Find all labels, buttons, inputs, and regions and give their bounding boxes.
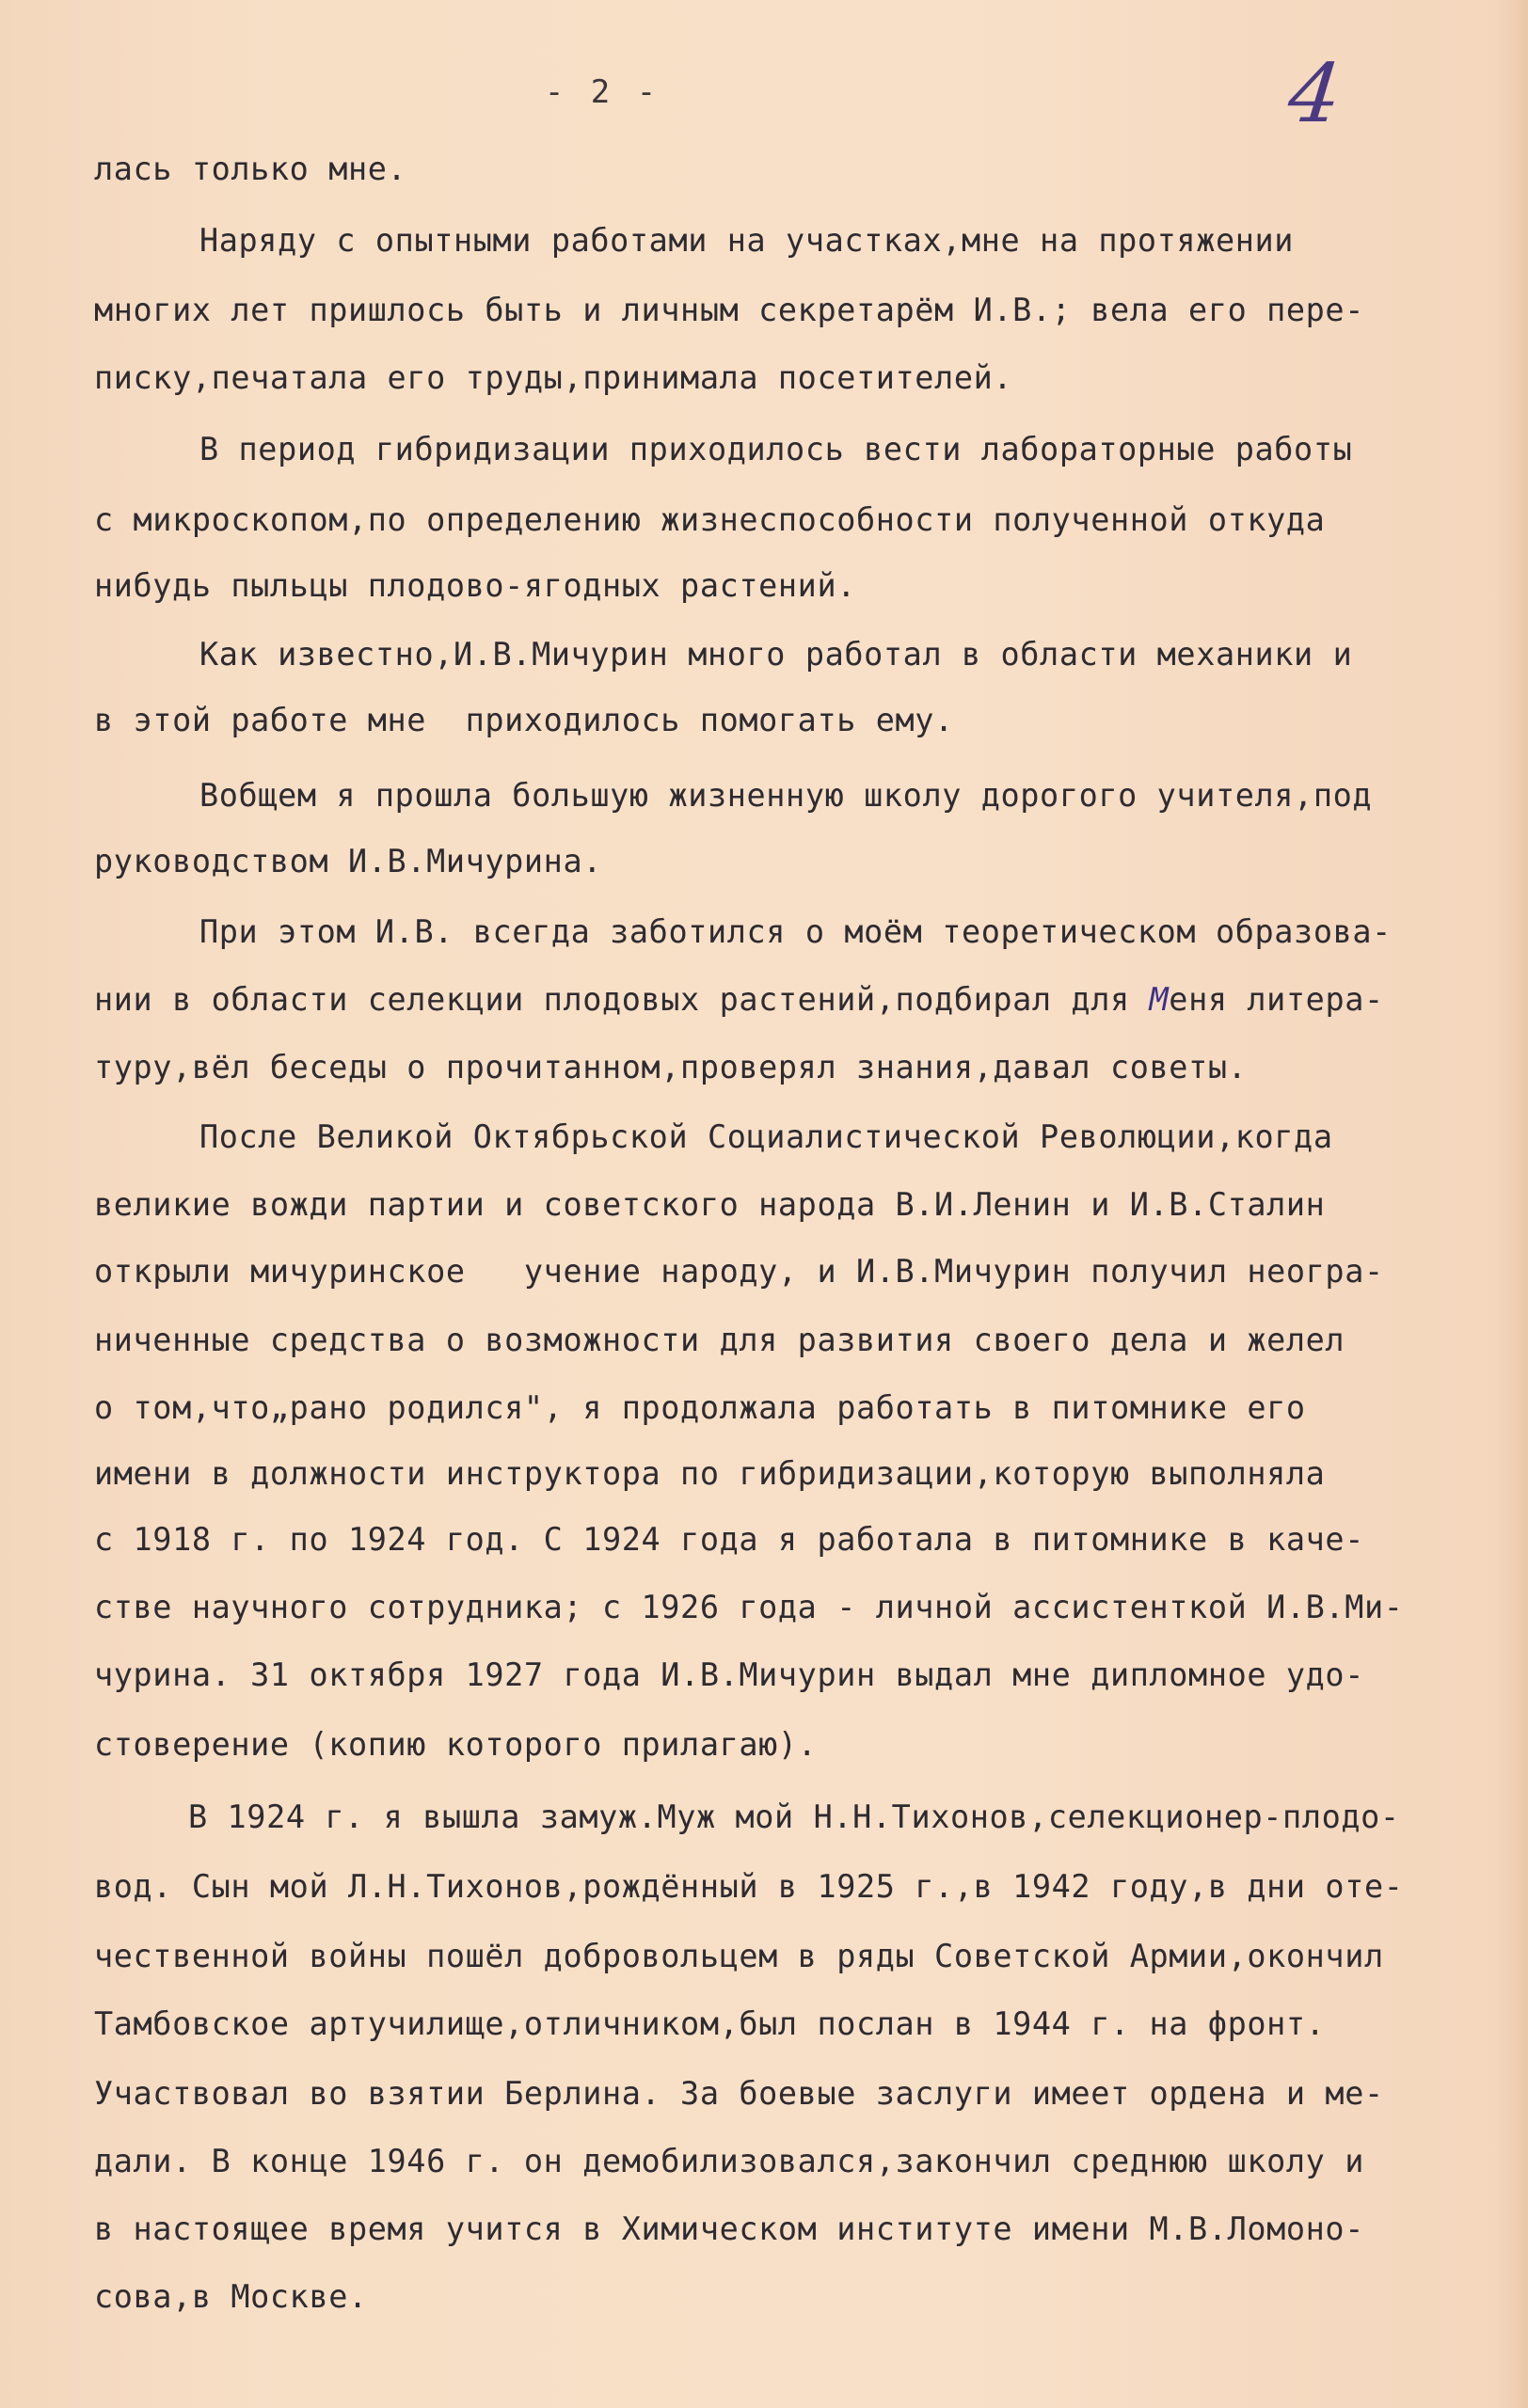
text-line-13 [94, 978, 1384, 1022]
text-line-6: с микроскопом,по определению жизнеспособности полученной откуда [94, 501, 1326, 538]
text-line-7: нибудь пыльцы плодово-ягодных растений. [94, 567, 856, 604]
text-line-31: в настоящее время учится в Химическом институте имени М.В.Ломоно- [94, 2210, 1364, 2247]
text-line-16: великие вожди партии и советского народа В.И.Ленин и И.В.Сталин [94, 1186, 1326, 1223]
text-line-28: Тамбовское артучилище,отличником,был послан в 1944 г. на фронт. [94, 2005, 1326, 2042]
text-line-30: дали. В конце 1946 г. он демобилизовался,закончил среднюю школу и [94, 2143, 1364, 2179]
text-line-17: открыли мичуринское учение народу, и И.В.Мичурин получил неогра- [94, 1253, 1384, 1290]
text-line-19: о том,что„рано родился", я продолжала работать в питомнике его [94, 1389, 1306, 1426]
text-line-18: ниченные средства о возможности для развития своего дела и желел [94, 1322, 1345, 1358]
text-line-27: чественной войны пошёл добровольцем в ряды Советской Армии,окончил [94, 1938, 1384, 1974]
text-line-8: Как известно,И.В.Мичурин много работал в области механики и [199, 636, 1353, 673]
text-line-32: сова,в Москве. [94, 2278, 368, 2315]
text-line-9: в этой работе мне приходилось помогать ему. [94, 702, 954, 738]
text-line-13-end: еня литера- [1169, 981, 1384, 1018]
text-line-24: стоверение (копию которого прилагаю). [94, 1726, 818, 1763]
text-line-5: В период гибридизации приходилось вести лабораторные работы [199, 431, 1353, 467]
text-line-10: Вобщем я прошла большую жизненную школу дорогого учителя,под [199, 777, 1373, 814]
text-line-22: стве научного сотрудника; с 1926 года - личной ассистенткой И.В.Ми- [94, 1589, 1404, 1625]
text-line-14: туру,вёл беседы о прочитанном,проверял знания,давал советы. [94, 1049, 1248, 1085]
text-line-21: с 1918 г. по 1924 год. С 1924 года я работала в питомнике в каче- [94, 1521, 1364, 1558]
text-line-1: лась только мне. [94, 150, 407, 187]
page-edge-shadow [1496, 0, 1528, 2408]
text-line-23: чурина. 31 октября 1927 года И.В.Мичурин выдал мне дипломное удо- [94, 1656, 1364, 1693]
handwritten-correction: М [1149, 981, 1170, 1018]
text-line-11: руководством И.В.Мичурина. [94, 843, 602, 879]
page-number: - 2 - [544, 73, 661, 111]
text-line-2: Наряду с опытными работами на участках,мне на протяжении [199, 222, 1295, 259]
handwritten-folio-number: 4 [1283, 47, 1345, 141]
text-line-3: многих лет пришлось быть и личным секретарём И.В.; вела его пере- [94, 292, 1364, 328]
text-line-13-start: нии в области селекции плодовых растений,подбирал для [94, 981, 1150, 1018]
text-line-12: При этом И.В. всегда заботился о моём теоретическом образова- [199, 913, 1392, 950]
text-line-25: В 1924 г. я вышла замуж.Муж мой Н.Н.Тихонов,селекционер-плодо- [188, 1798, 1400, 1835]
text-line-20: имени в должности инструктора по гибридизации,которую выполняла [94, 1455, 1326, 1492]
text-line-4: писку,печатала его труды,принимала посетителей. [94, 359, 1013, 396]
text-line-26: вод. Сын мой Л.Н.Тихонов,рождённый в 1925 г.,в 1942 году,в дни оте- [94, 1868, 1404, 1905]
text-line-29: Участвовал во взятии Берлина. За боевые заслуги имеет ордена и ме- [94, 2075, 1384, 2112]
text-line-15: После Великой Октябрьской Социалистической Революции,когда [199, 1118, 1333, 1155]
